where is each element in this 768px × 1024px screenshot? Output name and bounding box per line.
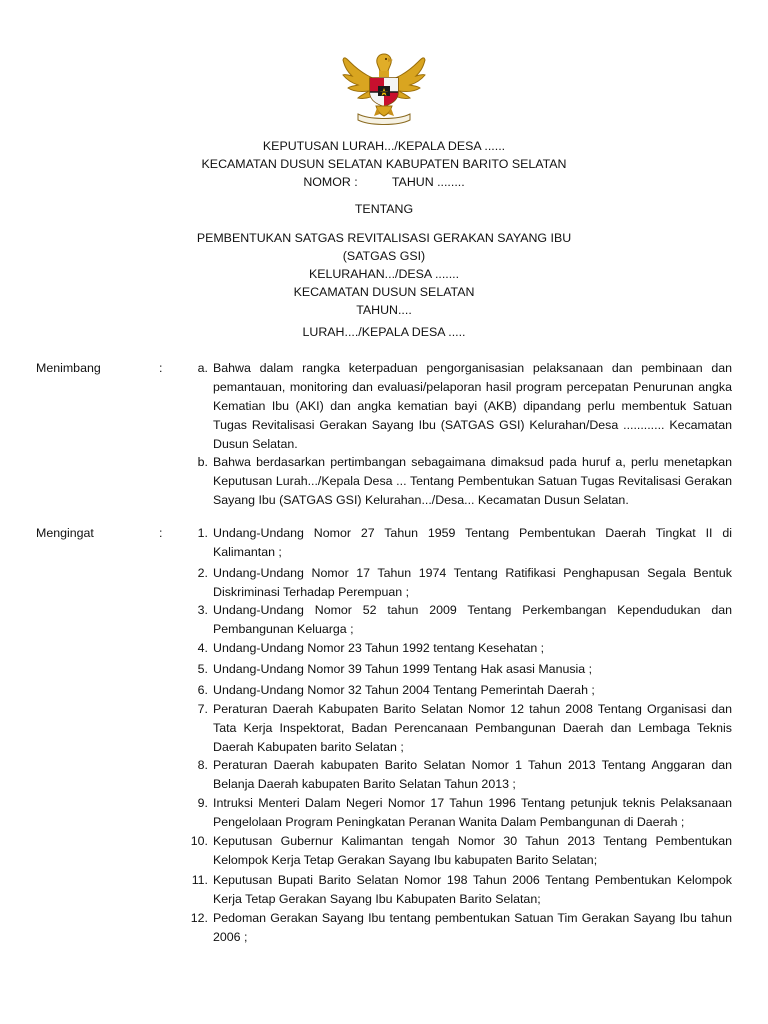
item-marker: a. (197, 361, 208, 375)
item-text: Undang-Undang Nomor 17 Tahun 1974 Tentang Ratifikasi Penghapusan Segala Bentuk Diskriminasi Terhadap Perempuan ; (213, 566, 732, 599)
decree-title-line: KEPUTUSAN LURAH.../KEPALA DESA ...... (262, 139, 506, 153)
decree-subject-line: TAHUN.... (356, 303, 412, 317)
decree-title (0, 137, 768, 191)
item-marker: 7. (197, 702, 208, 716)
issuer-line: LURAH..../KEPALA DESA ..... (302, 325, 466, 339)
section-colon: : (159, 361, 163, 375)
decree-subject-line: KELURAHAN.../DESA ....... (308, 267, 460, 281)
tentang-label: TENTANG (354, 202, 414, 216)
decree-title-line: KECAMATAN DUSUN SELATAN KABUPATEN BARITO SELATAN (201, 157, 567, 171)
item-marker: 3. (197, 603, 208, 617)
item-text: Undang-Undang Nomor 23 Tahun 1992 tentang Kesehatan ; (213, 641, 545, 655)
item-marker: 9. (197, 796, 208, 810)
garuda-emblem-icon (336, 48, 432, 128)
item-text: Keputusan Bupati Barito Selatan Nomor 198 Tahun 2006 Tentang Pembentukan Kelompok Kerja Tetap Gerakan Sayang Ibu Kabupaten Barito Selatan; (213, 873, 732, 906)
item-marker: 2. (197, 566, 208, 580)
decree-subject-line: PEMBENTUKAN SATGAS REVITALISASI GERAKAN SAYANG IBU (196, 231, 572, 245)
section-label: Mengingat (36, 526, 94, 540)
item-marker: 11. (191, 873, 208, 887)
item-text: Keputusan Gubernur Kalimantan tengah Nomor 30 Tahun 2013 Tentang Pembentukan Kelompok Kerja Tetap Gerakan Sayang Ibu kabupaten Barito Selatan; (213, 834, 732, 867)
item-marker: 1. (197, 526, 208, 540)
item-marker: 4. (197, 641, 208, 655)
section-label: Menimbang (36, 361, 101, 375)
item-marker: 12. (190, 911, 208, 925)
item-text: Undang-Undang Nomor 32 Tahun 2004 Tentang Pemerintah Daerah ; (213, 683, 595, 697)
tentang-heading (0, 200, 768, 218)
item-text: Undang-Undang Nomor 27 Tahun 1959 Tentang Pembentukan Daerah Tingkat II di Kalimantan ; (213, 526, 732, 559)
item-marker: 10. (190, 834, 208, 848)
item-text: Undang-Undang Nomor 39 Tahun 1999 Tentang Hak asasi Manusia ; (213, 662, 593, 676)
section-colon: : (159, 526, 163, 540)
item-text: Peraturan Daerah Kabupaten Barito Selatan Nomor 12 tahun 2008 Tentang Organisasi dan Tata Kerja Inspektorat, Badan Perencanaan Pembangunan Daerah dan Lembaga Teknis Daerah Kabupaten barito Selatan ; (213, 702, 732, 754)
item-text: Peraturan Daerah kabupaten Barito Selatan Nomor 1 Tahun 2013 Tentang Anggaran dan Belanja Daerah kabupaten Barito Selatan Tahun 2013 ; (213, 758, 732, 791)
item-text: Undang-Undang Nomor 52 tahun 2009 Tentang Perkembangan Kependudukan dan Pembangunan Keluarga ; (213, 603, 732, 636)
item-text: Intruksi Menteri Dalam Negeri Nomor 17 Tahun 1996 Tentang petunjuk teknis Pelaksanaan Pengelolaan Program Peningkatan Peranan Wanita Dalam Pembangunan di Daerah ; (213, 796, 732, 829)
item-marker: 8. (197, 758, 208, 772)
decree-number-line: NOMOR : TAHUN ........ (303, 175, 465, 189)
item-text: Bahwa dalam rangka keterpaduan pengorganisasian pelaksanaan dan pembinaan dan pemantauan, monitoring dan evaluasi/pelaporan hasil program percepatan Penurunan angka Kematian Ibu (AKI) dan angka kematian bayi (AKB) dipandang perlu membentuk Satuan Tugas Revitalisasi Gerakan Sayang Ibu (SATGAS GSI) Kelurahan/Desa ............ Kecamatan Dusun Selatan. (213, 361, 732, 451)
item-marker: b. (197, 455, 208, 469)
item-text: Bahwa berdasarkan pertimbangan sebagaimana dimaksud pada huruf a, perlu menetapkan Keputusan Lurah.../Kepala Desa ... Tentang Pembentukan Satuan Tugas Revitalisasi Gerakan Sayang Ibu (SATGAS GSI) Kelurahan.../Desa... Kecamatan Dusun Selatan. (213, 455, 732, 507)
item-marker: 6. (197, 683, 208, 697)
item-text: Pedoman Gerakan Sayang Ibu tentang pembentukan Satuan Tim Gerakan Sayang Ibu tahun 2006 ; (213, 911, 732, 944)
decree-issuer (0, 323, 768, 341)
decree-subject-line: (SATGAS GSI) (342, 249, 426, 263)
decree-subject (0, 229, 768, 319)
item-marker: 5. (197, 662, 208, 676)
decree-subject-line: KECAMATAN DUSUN SELATAN (293, 285, 475, 299)
